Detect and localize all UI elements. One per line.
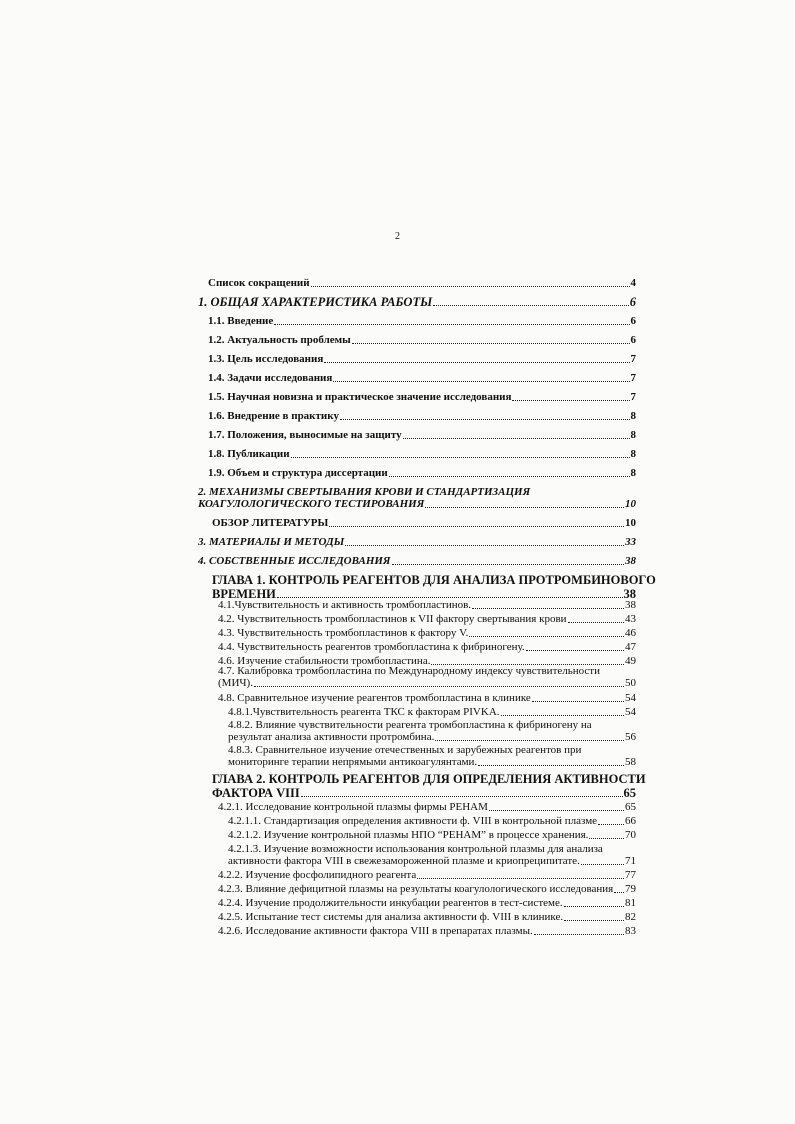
- toc-entry-title: 4.2. Чувствительность тромбопластинов к VII фактору свертывания крови: [218, 613, 567, 625]
- toc-entry-g2[interactable]: [212, 787, 636, 799]
- toc-page-number: 8: [630, 467, 636, 479]
- toc-dot-leader: [478, 764, 624, 766]
- toc-dot-leader: [614, 891, 624, 893]
- toc-page-number: 8: [630, 429, 636, 441]
- toc-entry-title: 4.3. Чувствительность тромбопластинов к фактору V.: [218, 627, 469, 639]
- toc-dot-leader: [501, 714, 624, 716]
- toc-entry-title: 4.2.4. Изучение продолжительности инкубации реагентов в тест-системе.: [218, 897, 563, 909]
- toc-entry-ch4[interactable]: [198, 555, 636, 567]
- toc-dot-leader: [425, 506, 624, 508]
- toc-entry-title: 4.8. Сравнительное изучение реагентов тромбопластина в клинике: [218, 692, 531, 704]
- toc-entry-title: 1.1. Введение: [208, 315, 274, 327]
- toc-entry-s1_3[interactable]: [208, 353, 636, 365]
- toc-entry-review[interactable]: [212, 517, 636, 529]
- toc-entry-title: 1.8. Публикации: [208, 448, 290, 460]
- toc-dot-leader: [340, 418, 630, 420]
- toc-dot-leader: [435, 739, 624, 741]
- toc-entry-title: 1.2. Актуальность проблемы: [208, 334, 351, 346]
- toc-entry-title: 4. СОБСТВЕННЫЕ ИССЛЕДОВАНИЯ: [198, 555, 391, 567]
- toc-page-number: 38: [625, 555, 636, 567]
- toc-page-number: 7: [630, 372, 636, 384]
- toc-entry-title: 3. МАТЕРИАЛЫ И МЕТОДЫ: [198, 536, 345, 548]
- toc-entry-title-line1: ГЛАВА 2. КОНТРОЛЬ РЕАГЕНТОВ ДЛЯ ОПРЕДЕЛЕНИЯ АКТИВНОСТИ: [212, 772, 646, 786]
- toc-dot-leader: [333, 380, 629, 382]
- toc-entry-s4_8_3-line1: [228, 744, 636, 756]
- toc-page-number: 6: [630, 315, 636, 327]
- toc-page-number: 46: [625, 627, 636, 639]
- toc-entry-s1_6[interactable]: [208, 410, 636, 422]
- toc-entry-title: 4.2.5. Испытание тест системы для анализа активности ф. VIII в клинике.: [218, 911, 564, 923]
- toc-dot-leader: [417, 877, 624, 879]
- toc-entry-s4_2_1_3-line1: [228, 843, 636, 855]
- toc-page-number: 49: [625, 655, 636, 667]
- toc-dot-leader: [301, 795, 623, 797]
- toc-entry-title: 4.2.3. Влияние дефицитной плазмы на результаты коагулологического исследования: [218, 883, 614, 895]
- toc-entry-title: мониторинге терапии непрямыми антикоагулянтами.: [228, 756, 478, 768]
- toc-entry-title-line1: 4.8.3. Сравнительное изучение отечественных и зарубежных реагентов при: [228, 744, 582, 756]
- toc-entry-title: 1. ОБЩАЯ ХАРАКТЕРИСТИКА РАБОТЫ: [198, 295, 433, 309]
- toc-entry-ch2[interactable]: [198, 498, 636, 510]
- toc-entry-s1_2[interactable]: [208, 334, 636, 346]
- toc-entry-ch1[interactable]: [198, 296, 636, 308]
- toc-page-number: 77: [625, 869, 636, 881]
- toc-page-number: 54: [625, 706, 636, 718]
- toc-entry-g2-line1: [212, 772, 646, 786]
- toc-entry-title-line1: 4.7. Калибровка тромбопластина по Международному индексу чувствительности: [218, 665, 601, 677]
- toc-entry-title: 4.2.1.1. Стандартизация определения активности ф. VIII в контрольной плазме: [228, 815, 598, 827]
- toc-dot-leader: [433, 304, 629, 306]
- toc-page-number: 54: [625, 692, 636, 704]
- toc-page-number: 50: [625, 677, 636, 689]
- toc-dot-leader: [277, 596, 623, 598]
- toc-entry-title-line1: 2. МЕХАНИЗМЫ СВЕРТЫВАНИЯ КРОВИ И СТАНДАРТИЗАЦИЯ: [198, 486, 531, 498]
- toc-entry-title: 4.8.1.Чувствительность реагента ТКС к факторам PIVKA.: [228, 706, 500, 718]
- toc-page-number: 8: [630, 448, 636, 460]
- toc-dot-leader: [469, 635, 624, 637]
- toc-page-number: 70: [625, 829, 636, 841]
- toc-entry-title: ОБЗОР ЛИТЕРАТУРЫ: [212, 517, 329, 529]
- toc-entry-s4_2_1_3[interactable]: [228, 855, 636, 867]
- toc-page-number: 8: [630, 410, 636, 422]
- toc-page-number: 38: [623, 587, 636, 601]
- toc-entry-title: ВРЕМЕНИ: [212, 587, 276, 601]
- toc-entry-title: 1.6. Внедрение в практику: [208, 410, 339, 422]
- toc-dot-leader: [472, 607, 624, 609]
- toc-page-number: 83: [625, 925, 636, 937]
- toc-entry-ch3[interactable]: [198, 536, 636, 548]
- toc-entry-title: 1.5. Научная новизна и практическое значение исследования: [208, 391, 512, 403]
- toc-page-number: 33: [625, 536, 636, 548]
- toc-page-number: 71: [625, 855, 636, 867]
- toc-entry-s4_8_2[interactable]: [228, 731, 636, 743]
- toc-entry-title-line1: ГЛАВА 1. КОНТРОЛЬ РЕАГЕНТОВ ДЛЯ АНАЛИЗА ПРОТРОМБИНОВОГО: [212, 573, 656, 587]
- toc-dot-leader: [389, 475, 630, 477]
- toc-entry-abbr[interactable]: [208, 277, 636, 289]
- toc-page-number: 82: [625, 911, 636, 923]
- toc-entry-ch2-line1: [198, 486, 636, 498]
- toc-dot-leader: [254, 685, 624, 687]
- toc-entry-s4_2_2[interactable]: [218, 869, 636, 881]
- toc-entry-s1_9[interactable]: [208, 467, 636, 479]
- toc-entry-title: КОАГУЛОЛОГИЧЕСКОГО ТЕСТИРОВАНИЯ: [198, 498, 425, 510]
- toc-entry-s4_2_3[interactable]: [218, 883, 636, 895]
- toc-dot-leader: [329, 525, 624, 527]
- toc-entry-g1-line1: [212, 573, 656, 587]
- toc-page-number: 43: [625, 613, 636, 625]
- toc-dot-leader: [403, 437, 630, 439]
- toc-entry-s4_7[interactable]: [218, 677, 636, 689]
- toc-page-number: 6: [629, 295, 636, 309]
- toc-entry-s4_8[interactable]: [218, 692, 636, 704]
- toc-entry-s4_8_1[interactable]: [228, 706, 636, 718]
- toc-dot-leader: [532, 700, 624, 702]
- toc-entry-title: 4.2.1. Исследование контрольной плазмы фирмы РЕНАМ: [218, 801, 488, 813]
- toc-entry-s1_5[interactable]: [208, 391, 636, 403]
- toc-entry-s4_2_6[interactable]: [218, 925, 636, 937]
- toc-dot-leader: [291, 456, 630, 458]
- toc-dot-leader: [568, 621, 624, 623]
- toc-entry-title: 4.6. Изучение стабильности тромбопластина.: [218, 655, 431, 667]
- toc-dot-leader: [581, 863, 624, 865]
- toc-page-number: 4: [630, 277, 636, 289]
- toc-page-number: 65: [623, 786, 636, 800]
- toc-entry-title: 4.1.Чувствительность и активность тромбопластинов.: [218, 599, 472, 611]
- toc-entry-s4_2_1_2[interactable]: [228, 829, 636, 841]
- toc-dot-leader: [564, 905, 624, 907]
- toc-page-number: 10: [625, 517, 636, 529]
- page-number: 2: [395, 231, 400, 242]
- toc-entry-title: 1.7. Положения, выносимые на защиту: [208, 429, 402, 441]
- toc-page-number: 7: [630, 391, 636, 403]
- toc-dot-leader: [589, 837, 624, 839]
- toc-entry-s1_4[interactable]: [208, 372, 636, 384]
- toc-entry-title: 4.4. Чувствительность реагентов тромбопластина к фибриногену.: [218, 641, 525, 653]
- toc-entry-s1_1[interactable]: [208, 315, 636, 327]
- toc-entry-s4_1[interactable]: [218, 599, 636, 611]
- toc-entry-s4_2_5[interactable]: [218, 911, 636, 923]
- toc-entry-s4_2_4[interactable]: [218, 897, 636, 909]
- toc-page-number: 66: [625, 815, 636, 827]
- toc-dot-leader: [489, 809, 624, 811]
- toc-entry-s4_3[interactable]: [218, 627, 636, 639]
- toc-entry-title: активности фактора VIII в свежезамороженной плазме и криопреципитате.: [228, 855, 580, 867]
- toc-page-number: 7: [630, 353, 636, 365]
- toc-entry-s1_7[interactable]: [208, 429, 636, 441]
- toc-entry-title: 1.4. Задачи исследования: [208, 372, 333, 384]
- toc-dot-leader: [274, 323, 629, 325]
- toc-dot-leader: [392, 563, 624, 565]
- toc-page-number: 58: [625, 756, 636, 768]
- toc-dot-leader: [526, 649, 624, 651]
- toc-entry-title: 4.2.6. Исследование активности фактора VIII в препаратах плазмы.: [218, 925, 533, 937]
- toc-entry-title: 4.2.1.2. Изучение контрольной плазмы НПО “РЕНАМ” в процессе хранения.: [228, 829, 589, 841]
- toc-entry-title: 1.3. Цель исследования: [208, 353, 324, 365]
- toc-dot-leader: [534, 933, 624, 935]
- toc-entry-title-line1: 4.8.2. Влияние чувствительности реагента тромбопластина к фибриногену на: [228, 719, 592, 731]
- toc-dot-leader: [345, 544, 624, 546]
- toc-entry-s4_2_1[interactable]: [218, 801, 636, 813]
- toc-entry-title: ФАКТОРА VIII: [212, 786, 300, 800]
- toc-entry-title: 4.2.2. Изучение фосфолипидного реагента: [218, 869, 417, 881]
- toc-entry-s4_2_1_1[interactable]: [228, 815, 636, 827]
- toc-entry-s4_7-line1: [218, 665, 636, 677]
- toc-page-number: 56: [625, 731, 636, 743]
- toc-entry-title: результат анализа активности протромбина.: [228, 731, 435, 743]
- toc-dot-leader: [598, 823, 624, 825]
- toc-page-number: 65: [625, 801, 636, 813]
- toc-dot-leader: [564, 919, 624, 921]
- toc-dot-leader: [352, 342, 630, 344]
- toc-entry-s4_8_3[interactable]: [228, 756, 636, 768]
- toc-page-number: 81: [625, 897, 636, 909]
- toc-page-number: 10: [625, 498, 636, 510]
- toc-page-number: 6: [630, 334, 636, 346]
- toc-entry-title-line1: 4.2.1.3. Изучение возможности использования контрольной плазмы для анализа: [228, 843, 603, 855]
- toc-entry-s4_4[interactable]: [218, 641, 636, 653]
- toc-dot-leader: [311, 285, 630, 287]
- toc-entry-s4_8_2-line1: [228, 719, 636, 731]
- toc-dot-leader: [324, 361, 629, 363]
- toc-page-number: 38: [625, 599, 636, 611]
- toc-entry-title: 1.9. Объем и структура диссертации: [208, 467, 388, 479]
- toc-entry-s4_2[interactable]: [218, 613, 636, 625]
- toc-entry-title: (МИЧ).: [218, 677, 253, 689]
- toc-entry-title: Список сокращений: [208, 277, 310, 289]
- toc-entry-s1_8[interactable]: [208, 448, 636, 460]
- toc-page-number: 79: [625, 883, 636, 895]
- toc-dot-leader: [512, 399, 629, 401]
- toc-page-number: 47: [625, 641, 636, 653]
